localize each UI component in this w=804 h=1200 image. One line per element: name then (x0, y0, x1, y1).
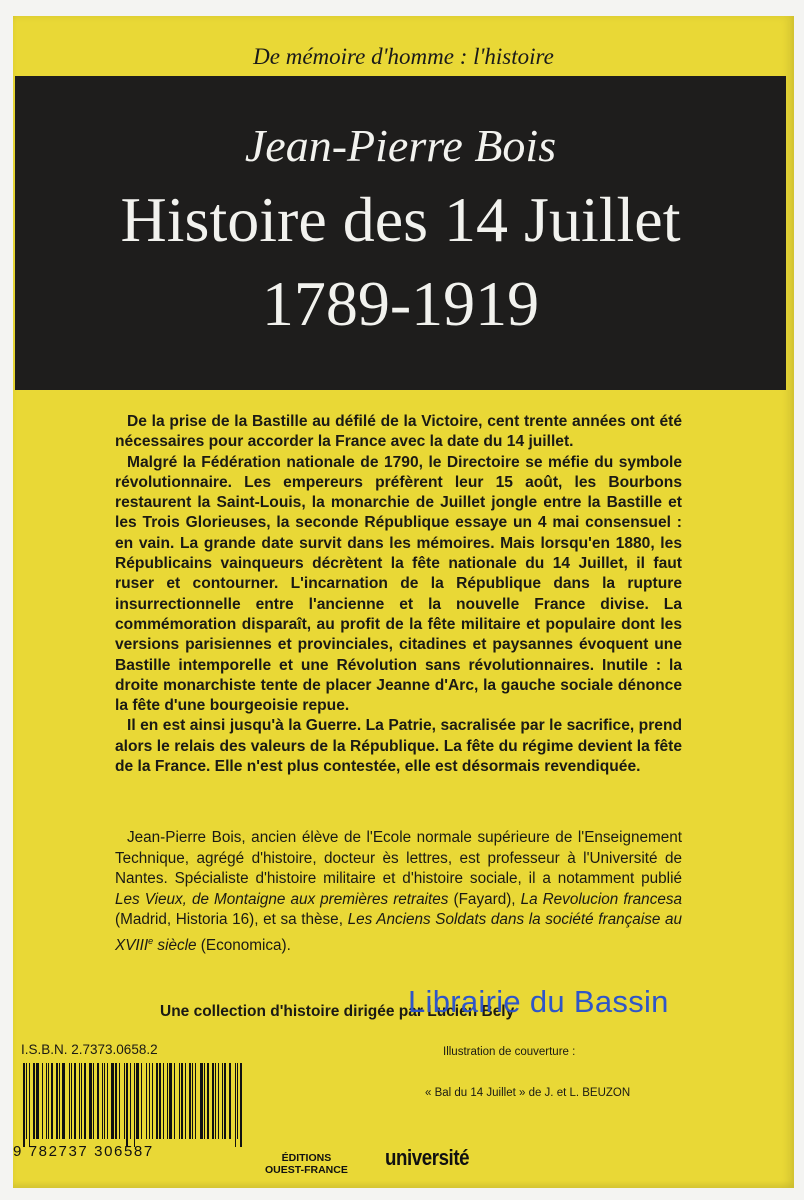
barcode-bar (167, 1063, 168, 1139)
blurb-paragraph: De la prise de la Bastille au défilé de la Victoire, cent trente années ont été nécessaires pour accorder la France avec la date du 14 juillet. (115, 413, 682, 451)
barcode-bar (71, 1063, 72, 1139)
publisher-imprint: université (385, 1145, 470, 1170)
barcode-bar (124, 1063, 125, 1139)
illustration-label: Illustration de couverture : (443, 1046, 576, 1058)
barcode-bar (84, 1063, 86, 1139)
barcode-bar (235, 1063, 236, 1147)
barcode-bar (74, 1063, 76, 1139)
barcode-bar (111, 1063, 114, 1139)
barcode-bar (119, 1063, 120, 1139)
barcode-bar (181, 1063, 183, 1139)
barcode-bar (146, 1063, 148, 1139)
barcode-bar (104, 1063, 105, 1139)
barcode-bar (136, 1063, 139, 1139)
barcode-bar (229, 1063, 232, 1139)
book-reference: Les Anciens Soldats dans la société française au XVIIIe siècle (115, 911, 682, 954)
barcode-bar (42, 1063, 43, 1139)
blurb-paragraph: Malgré la Fédération nationale de 1790, le Directoire se méfie du symbole révolutionnaire. Les empereurs préfèrent leur 15 août, les Bourbons restaurent la Saint-Louis, la monarchie de Juillet jongle entre la Bastille et les Trois Glorieuses, la seconde République essaye un 4 mai consensuel : en vain. La grande date survit dans les mémoires. Mais lorsqu'en 1880, les Républicains vainqueurs décrètent la fête nationale du 14 Juillet, il faut ruser et contourner. L'incarnation de la République dans la rupture insurrectionnelle entre l'ancienne et la nouvelle France divise. La commémoration disparaît, au profit de la fête militaire et populaire dont les versions parisiennes et provinciales, citadines et paysannes évoquent une Bastille intemporelle et une Révolution sans révolutionnaires. Inutile : la droite monarchiste tente de placer Jeanne d'Arc, la gauche sociale dénonce la fête d'une bourgeoisie repue. (115, 453, 682, 715)
barcode-bar (107, 1063, 108, 1139)
barcode-bar (51, 1063, 53, 1139)
barcode-bar (23, 1063, 25, 1147)
illustration-credit: « Bal du 14 Juillet » de J. et L. BEUZON (425, 1087, 631, 1099)
barcode-bar (29, 1063, 30, 1147)
barcode-bar (222, 1063, 223, 1139)
barcode-bar (97, 1063, 99, 1139)
barcode-bar (212, 1063, 214, 1139)
barcode-bar (169, 1063, 172, 1139)
barcode-bar (126, 1063, 128, 1147)
barcode-bar (159, 1063, 161, 1139)
barcode-bar (79, 1063, 80, 1139)
barcode-bar (207, 1063, 209, 1139)
barcode-bar (33, 1063, 35, 1139)
barcode-bar (115, 1063, 117, 1139)
barcode-bar (26, 1063, 27, 1139)
barcode-bar (156, 1063, 158, 1139)
barcode-bar (36, 1063, 39, 1139)
blurb-text (115, 412, 682, 777)
author-bio: Jean-Pierre Bois, ancien élève de l'Ecole normale supérieure de l'Enseignement Technique, agrégé d'histoire, docteur ès lettres, est professeur à l'Université de Nantes. Spécialiste d'histoire militaire et d'histoire sociale, il a notamment publié Les Vieux, de Montaigne aux premières retraites (Fayard), La Revolucion francesa (Madrid, Historia 16), et sa thèse, Les Anciens Soldats dans la société française au XVIIIe siècle (Economica). (115, 829, 683, 954)
barcode-bar (215, 1063, 216, 1139)
barcode-bar (62, 1063, 65, 1139)
barcode-bar (89, 1063, 92, 1139)
barcode-bar (240, 1063, 242, 1147)
barcode-bar (93, 1063, 94, 1139)
isbn-number: I.S.B.N. 2.7373.0658.2 (21, 1042, 158, 1057)
bookseller-watermark: Librairie du Bassin (408, 984, 669, 1019)
barcode-bar (141, 1063, 142, 1139)
barcode-bar (48, 1063, 49, 1139)
blurb-paragraph: Il en est ainsi jusqu'à la Guerre. La Patrie, sacralisée par le sacrifice, prend alors le relais des valeurs de la République. La fête du régime devient la fête de la France. Elle n'est plus contestée, elle est désormais revendiquée. (115, 717, 682, 776)
barcode-digits: 9 782737 306587 (13, 1143, 154, 1160)
barcode-bar (189, 1063, 191, 1139)
barcode-bar (152, 1063, 153, 1139)
barcode-bar (81, 1063, 82, 1139)
barcode-bar (102, 1063, 103, 1139)
barcode (23, 1063, 245, 1145)
book-reference: Les Vieux, de Montaigne aux premières retraites (115, 890, 449, 908)
author-name: Jean-Pierre Bois (244, 120, 557, 171)
title-band (15, 76, 786, 390)
publisher-name: ÉDITIONS OUEST-FRANCE (265, 1152, 348, 1176)
book-dates: 1789-1919 (261, 268, 540, 339)
book-reference: La Revolucion francesa (520, 890, 683, 908)
barcode-bar (237, 1063, 238, 1139)
book-title: Histoire des 14 Juillet (120, 184, 681, 255)
barcode-bar (56, 1063, 58, 1139)
barcode-bar (130, 1063, 131, 1139)
barcode-bar (185, 1063, 186, 1139)
barcode-bar (69, 1063, 70, 1139)
barcode-bar (192, 1063, 193, 1139)
barcode-bar (195, 1063, 196, 1139)
barcode-bar (224, 1063, 226, 1139)
barcode-bar (218, 1063, 219, 1139)
barcode-bar (134, 1063, 135, 1147)
series-title: De mémoire d'homme : l'histoire (253, 44, 554, 69)
barcode-bar (59, 1063, 60, 1139)
barcode-bar (179, 1063, 180, 1139)
barcode-bar (174, 1063, 175, 1139)
barcode-bar (149, 1063, 150, 1139)
barcode-bar (204, 1063, 205, 1139)
book-back-cover (13, 16, 794, 1188)
barcode-bar (200, 1063, 203, 1139)
barcode-bar (46, 1063, 47, 1139)
barcode-bar (163, 1063, 164, 1139)
collection-credit: Une collection d'histoire dirigée par Lucien Bely (160, 1003, 515, 1020)
